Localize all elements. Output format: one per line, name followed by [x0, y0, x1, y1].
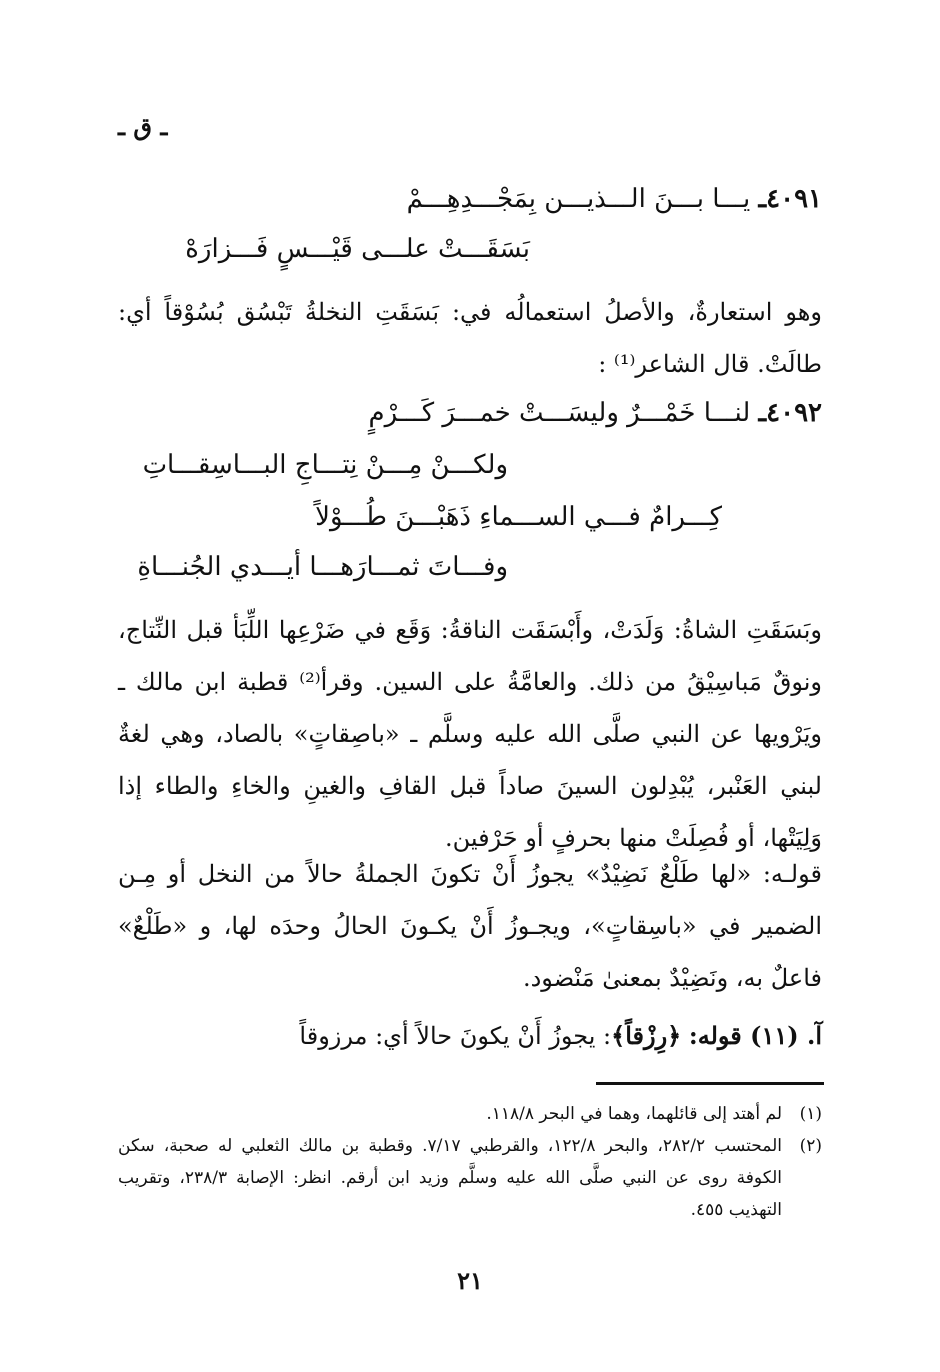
- footnote-text: المحتسب ٢٨٢/٢، والبحر ١٢٢/٨، والقرطبي ٧/١٧. وقطبة بن مالك الثعلبي له صحبة، سكن الكوفة روى عن النبي صلَّى الله عليه وسلَّم وزيد ابن أرقم. انظر: الإصابة ٢٣٨/٣، وتقريب التهذيب ٤٥٥.: [118, 1136, 782, 1220]
- verse-4092-line-3: كِـــرامٌ فـــي الســـماءِ ذَهَبْـــنَ طُـــوْلاً: [315, 502, 722, 532]
- verse-4092-line-1: [368, 400, 822, 426]
- page-number: ٢١: [457, 1266, 483, 1295]
- footnote-2: [118, 1130, 822, 1226]
- paragraph-text: وبَسَقَتِ الشاةُ: وَلَدَتْ، وأَبْسَقَت الناقةُ: وَقَع في ضَرْعِها اللِّبَأ قبل النِّتاج، ونوقٌ مَباسِيْقُ من ذلك. والعامَّةُ على السين. وقرأ⁽²⁾ قطبة ابن مالك ـ ويَرْويها عن النبي صلَّى الله عليه وسلَّم ـ «باصِقاتٍ» بالصاد، وهي لغةٌ لبني العَنْبر، يُبْدِلون السينَ صاداً قبل القافِ والغينِ والخاءِ والطاء إذا وَلِيَتْها، أو فُصِلَتْ منها بحرفٍ أو حَرْفين.: [118, 616, 822, 852]
- footnote-number: (٢): [799, 1136, 822, 1156]
- paragraph-text: [118, 1010, 822, 1062]
- section-header: ـ ق ـ: [118, 112, 168, 141]
- verse-4092-line-2: ولكـــنْ مِـــنْ نِتـــاجِ البـــاسِقـــاتِ: [142, 450, 508, 480]
- paragraph-text: وهو استعارةٌ، والأصلُ استعمالُه في: بَسَقَتِ النخلةُ تَبْسُق بُسُوْقاً أي: طالَتْ. قال الشاعر⁽¹⁾ :: [118, 298, 822, 378]
- paragraph-3: [118, 848, 822, 1004]
- paragraph-4: [118, 1010, 822, 1062]
- paragraph-2: [118, 604, 822, 864]
- paragraph-continuation: : يجوزُ أَنْ يكونَ حالاً أي: مرزوقاً: [299, 1022, 612, 1050]
- footnote-number: (١): [799, 1104, 822, 1124]
- footnote-separator: [596, 1082, 824, 1085]
- quran-quote: ﴿رِزْقاً﴾: [611, 1021, 682, 1050]
- footnotes: [118, 1098, 822, 1226]
- verse-reference: آ. (١١) قوله:: [688, 1021, 822, 1050]
- verse-4091-line-1: [407, 186, 822, 212]
- verse-4091-line-2: بَسَقَـــتْ علـــى قَيْـــسٍ فَـــزارَهْ: [185, 234, 530, 264]
- paragraph-1: [118, 286, 822, 390]
- verse-number: ٤٠٩١ـ: [758, 184, 822, 214]
- verse-text: لنـــا خَمْـــرٌ وليسَـــتْ خمـــرَ كَـــرْمٍ: [368, 398, 751, 428]
- footnote-1: [118, 1098, 822, 1130]
- paragraph-text: قولـه: «لها طَلْعٌ نَضِيْدٌ» يجوزُ أَنْ تكونَ الجملةُ حالاً من النخل أو مِـن الضمير في «باسِقاتٍ»، ويجـوزُ أَنْ يكـونَ الحالُ وحدَه لها، و «طَلْعٌ» فاعلٌ به، ونَضِيْدٌ بمعنىٰ مَنْضود.: [118, 860, 822, 992]
- footnote-text: لم أهتد إلى قائلهما، وهما في البحر ١١٨/٨.: [486, 1104, 782, 1124]
- verse-number: ٤٠٩٢ـ: [758, 398, 822, 428]
- verse-text: يـــا بـــنَ الـــذيـــن بِمَجْـــدِهِـــمْ: [406, 184, 751, 214]
- verse-4092-line-4: وفـــاتَ ثمـــارَهـــا أيـــدي الجُنـــاةِ: [137, 552, 508, 582]
